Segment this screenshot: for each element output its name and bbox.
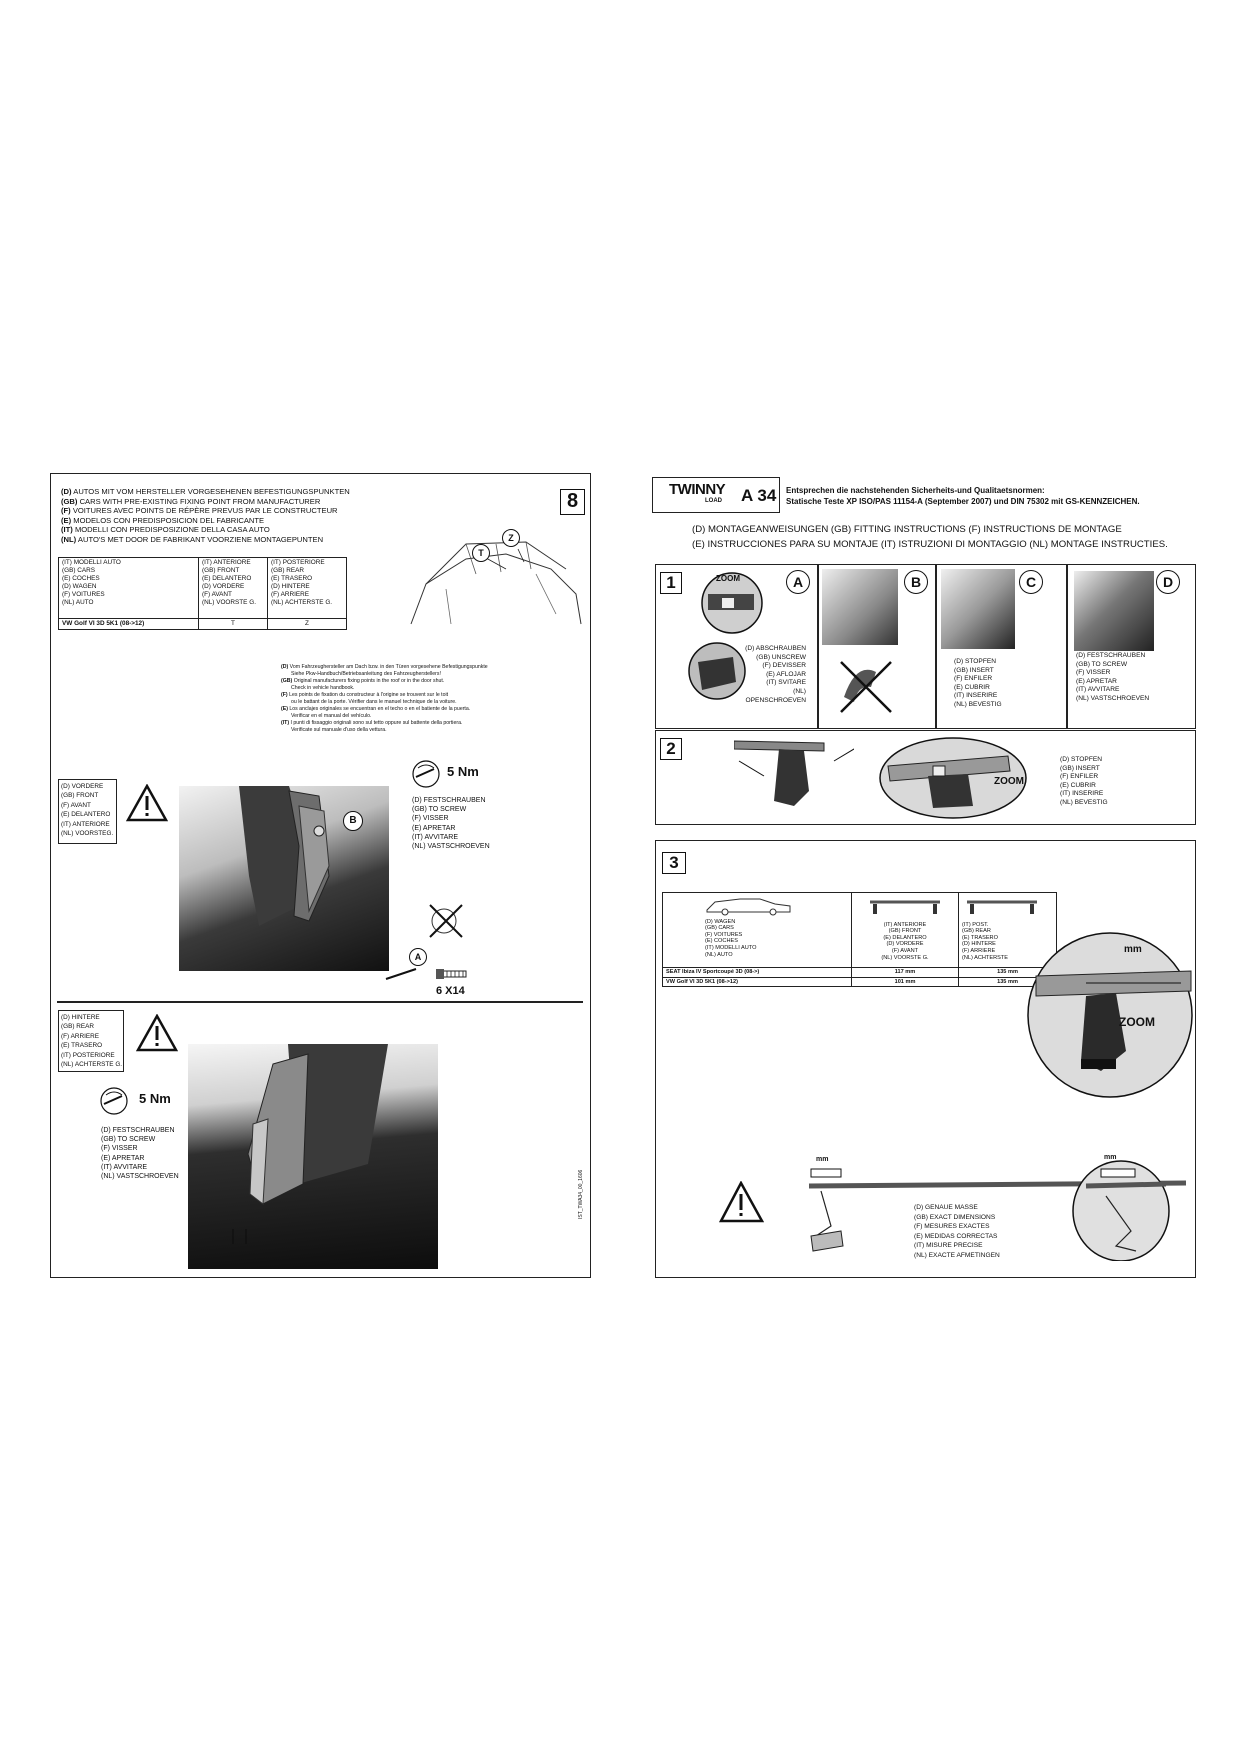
intro-line: (F) VOITURES AVEC POINTS DE RÉPÈRE PREVUS PAR LE CONSTRUCTEUR [61, 506, 338, 516]
brand-sub: LOAD [705, 498, 722, 504]
cars-header: (IT) MODELLI AUTO (GB) CARS (E) COCHES (D) WAGEN (F) VOITURES (NL) AUTO [59, 558, 199, 619]
torque-wrench-icon [408, 759, 444, 789]
fixing-notes: (D) Vom Fahrzeughersteller am Dach bzw. in den Türen vorgesehene Befestigungspunkte Siehe Pkw-Handbuch/Betriebsanleitung des Fahrzeugherstellers! (GB) Original manufacturers fixing points in the roof or in the door shut. Check in vehicle handbook. (F) Les points de fixation du constructeur à l'origine se trouvent sur le toit ou le battant de la porte. Vérifier dans le manuel technique de la voiture. (E) Los anclajes originales se encuentran en el techo o en el batiente de la puerta. Verificar en el manual del vehículo. (IT) I punti di fissaggio originali sono sul tetto oppure sul battente della portiera. Verificate sul manuale d'uso della vettura. [281, 664, 488, 733]
step-number: 3 [662, 852, 686, 874]
model-table [58, 557, 347, 630]
marker-z: Z [502, 529, 520, 547]
intro-line: (D) AUTOS MIT VOM HERSTELLER VORGESEHENEN BEFESTIGUNGSPUNKTEN [61, 487, 350, 496]
cars-header: (D) WAGEN (GB) CARS (F) VOITURES (E) COCHES (IT) MODELLI AUTO (NL) AUTO [663, 893, 852, 968]
car-side-icon [705, 894, 795, 916]
foot-drawing [734, 731, 854, 821]
rear-foot-photo [188, 1044, 438, 1269]
torque-wrench-icon [96, 1086, 132, 1116]
brand-logo: TWINNY [669, 481, 726, 498]
front-labels: (D) VORDERE (GB) FRONT (F) AVANT (E) DELANTERO (IT) ANTERIORE (NL) VOORSTEG. [58, 779, 117, 844]
marker-c: C [1019, 570, 1043, 594]
front-header: (IT) ANTERIORE (GB) FRONT (E) DELANTERO (D) VORDERE (F) AVANT (NL) VOORSTE G. [852, 893, 959, 968]
marker-t: T [472, 544, 490, 562]
marker-b: B [343, 811, 363, 831]
screw-labels: (D) FESTSCHRAUBEN (GB) TO SCREW (F) VISSER (E) APRETAR (IT) AVVITARE (NL) VASTSCHROEVEN [412, 797, 490, 851]
no-cross-icon [836, 657, 896, 715]
table-row: SEAT Ibiza IV Sportcoupé 3D (08->) 117 mm 135 mm [663, 968, 1057, 978]
step-c-photo [941, 569, 1015, 649]
divider [57, 1001, 583, 1003]
step-2-section [655, 730, 1196, 825]
intro-line: (NL) AUTO'S MET DOOR DE FABRIKANT VOORZIENE MONTAGEPUNTEN [61, 534, 324, 544]
marker-a: A [409, 948, 427, 966]
warning-icon [719, 1181, 764, 1223]
bar-rear-icon [962, 894, 1042, 919]
marker-a: A [786, 570, 810, 594]
step-number: 1 [660, 572, 682, 594]
model-code: A 34 [741, 486, 777, 505]
model-cell: VW Golf VI 3D 5K1 (08->12) [59, 619, 199, 630]
table-row: VW Golf VI 3D 5K1 (08->12) 101 mm 135 mm [663, 977, 1057, 987]
torque-value: 5 Nm [139, 1091, 171, 1106]
step-1-section [655, 564, 1196, 729]
intro-line: (E) MODELOS CON PREDISPOSICION DEL FABRICANTE [61, 515, 265, 525]
document-code: IST_TWA34_00_1606 [578, 1169, 584, 1219]
insert-labels: (D) STOPFEN (GB) INSERT (F) ENFILER (E) CUBRIR (IT) INSERIRE (NL) BEVESTIG [1060, 756, 1108, 806]
instructions-title: (D) MONTAGEANWEISUNGEN (GB) FITTING INSTRUCTIONS (F) INSTRUCTIONS DE MONTAGE (E) INSTRUCCIONES PARA SU MONTAJE (IT) ISTRUZIONI DI MONTAGGIO (NL) MONTAGE INSTRUCTIES. [692, 524, 1168, 550]
screw-labels-rear: (D) FESTSCHRAUBEN (GB) TO SCREW (F) VISSER (E) APRETAR (IT) AVVITARE (NL) VASTSCHROEVEN [101, 1127, 179, 1181]
rear-cell: Z [268, 619, 347, 630]
car-illustration [406, 514, 586, 629]
intro-line: (IT) MODELLI CON PREDISPOSIZIONE DELLA CASA AUTO [61, 525, 270, 535]
zoom-measure-circle [1026, 931, 1194, 1099]
intro-lines [61, 487, 350, 545]
step-3-section [655, 840, 1196, 1278]
step-d-photo [1074, 571, 1154, 651]
warning-icon [136, 1014, 178, 1052]
torque-value: 5 Nm [447, 764, 479, 779]
right-page [652, 473, 1198, 1278]
zoom-label: ZOOM [716, 574, 740, 583]
unscrew-labels: (D) ABSCHRAUBEN (GB) UNSCREW (F) DEVISSER (E) AFLOJAR (IT) SVITARE (NL) OPENSCHROEVEN [745, 645, 806, 704]
front-cell: T [199, 619, 268, 630]
brand-logo-box [652, 477, 780, 513]
insert-labels: (D) STOPFEN (GB) INSERT (F) ENFILER (E) CUBRIR (IT) INSERIRE (NL) BEVESTIG [954, 658, 1002, 708]
mm-label: mm [1104, 1154, 1117, 1161]
mm-label: mm [1124, 944, 1142, 955]
no-tool-icon [426, 899, 466, 939]
marker-d: D [1156, 570, 1180, 594]
step-number: 2 [660, 738, 682, 760]
mm-label: mm [816, 1156, 829, 1163]
zoom-label: ZOOM [994, 776, 1024, 787]
rear-labels: (D) HINTERE (GB) REAR (F) ARRIERE (E) TRASERO (IT) POSTERIORE (NL) ACHTERSTE G. [58, 1010, 124, 1072]
rear-header: (IT) POSTERIORE (GB) REAR (E) TRASERO (D) HINTERE (F) ARRIERE (NL) ACHTERSTE G. [268, 558, 347, 619]
screw-size: 6 X14 [436, 985, 465, 997]
step-number: 8 [560, 489, 585, 515]
marker-b: B [904, 570, 928, 594]
screw-labels: (D) FESTSCHRAUBEN (GB) TO SCREW (F) VISSER (E) APRETAR (IT) AVVITARE (NL) VASTSCHROEVEN [1076, 652, 1150, 702]
left-page [50, 473, 591, 1278]
exact-dimensions-labels: (D) GENAUE MASSE (GB) EXACT DIMENSIONS (F) MESURES EXACTES (E) MEDIDAS CORRECTAS (IT) MISURE PRECISE (NL) EXACTE AFMETINGEN [914, 1204, 1000, 1259]
rear-header: (IT) POST. (GB) REAR (E) TRASERO (D) HINTERE (F) ARRIERE (NL) ACHTERSTE [959, 893, 1057, 968]
bar-front-icon [865, 894, 945, 919]
zoom-label: ZOOM [1119, 1015, 1155, 1029]
front-header: (IT) ANTERIORE (GB) FRONT (E) DELANTERO (D) VORDERE (F) AVANT (NL) VOORSTE G. [199, 558, 268, 619]
standards: Entsprechen die nachstehenden Sicherheits-und Qualitaetsnormen: Statische Teste XP ISO/PAS 11154-A (September 2007) und DIN 75302 mit GS-KENNZEICHEN. [786, 486, 1140, 506]
intro-line: (GB) CARS WITH PRE-EXISTING FIXING POINT FROM MANUFACTURER [61, 496, 321, 506]
distance-table [662, 892, 1057, 987]
screw-icon [381, 964, 471, 984]
warning-icon [126, 784, 168, 822]
step-b-photo [822, 569, 898, 645]
